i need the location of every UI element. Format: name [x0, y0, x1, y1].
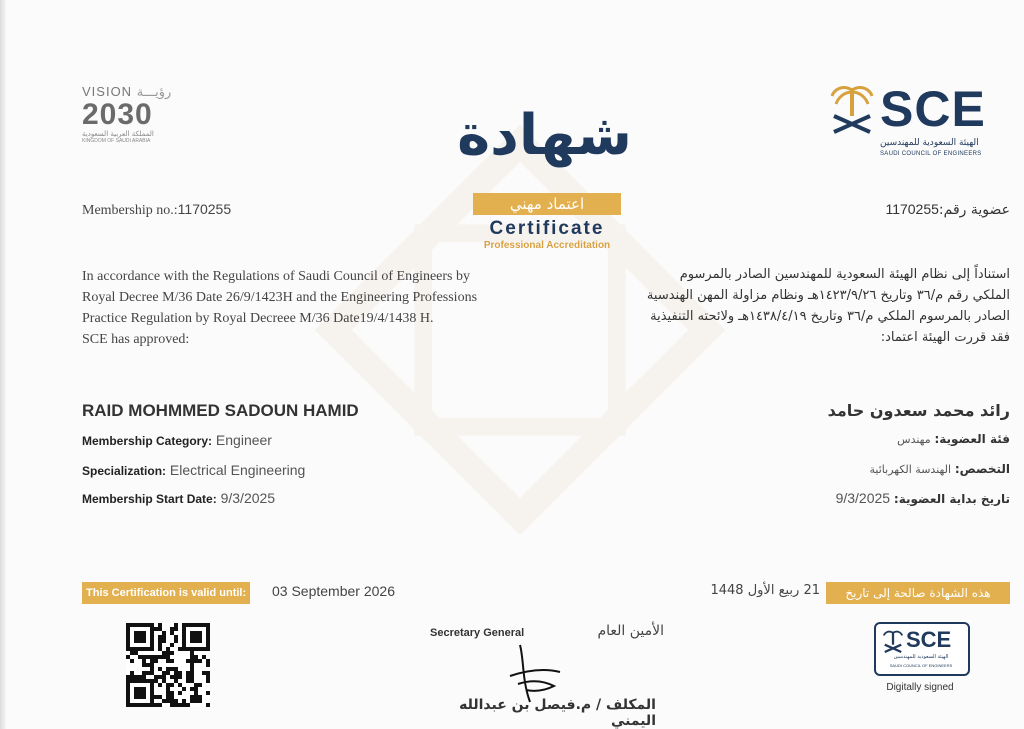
validity-value-en: 03 September 2026 — [272, 583, 395, 599]
specialization-label-en: Specialization: — [82, 464, 167, 478]
category-en — [82, 432, 272, 448]
membership-value-ar: 1170255 — [885, 201, 939, 217]
signature-name-ar: المكلف / م.فيصل بن عبدالله اليمني — [459, 697, 656, 729]
membership-label-ar: عضوية رقم: — [938, 202, 1010, 218]
stamp-name-ar: الهيئة السعودية للمهندسين — [893, 654, 949, 660]
start-date-en — [82, 490, 275, 506]
vision-label-ar: رؤيـــة — [136, 84, 172, 99]
membership-value-en: 1170255 — [177, 201, 232, 217]
signature-title-ar: الأمين العام — [597, 623, 664, 639]
membership-no-en — [82, 201, 231, 219]
vision-2030-logo — [82, 84, 192, 144]
vision-year: 2030 — [82, 98, 153, 131]
title-ar: شهادة — [457, 103, 632, 168]
intro-ar — [555, 264, 1010, 348]
validity-label-en: This Certification is valid until: — [82, 582, 250, 604]
palm-swords-icon — [828, 82, 876, 134]
sce-name-ar: الهيئة السعودية للمهندسين — [880, 138, 979, 148]
intro-ar-line: فقد قررت الهيئة اعتماد: — [880, 330, 1010, 345]
intro-en — [82, 266, 532, 350]
name-ar: رائد محمد سعدون حامد — [827, 401, 1010, 420]
intro-ar-line: الملكي رقم م/٣٦ وتاريخ ١٤٢٣/٩/٢٦هـ ونظام مزاولة المهن الهندسية — [646, 288, 1010, 303]
category-ar — [700, 432, 1010, 446]
specialization-en — [82, 462, 305, 478]
category-label-ar: فئة العضوية: — [934, 432, 1010, 446]
validity-label-ar: هذه الشهادة صالحة إلى تاريخ — [826, 582, 1010, 604]
title-sub-en: Professional Accreditation — [483, 240, 611, 251]
sce-stamp — [874, 622, 970, 676]
stamp-palm-icon — [882, 629, 904, 653]
intro-ar-line: الصادر بالمرسوم الملكي م/٣٦ وتاريخ ١٤٣٨/٤/١٩هـ ولائحته التنفيذية — [650, 309, 1010, 324]
qr-code — [126, 623, 210, 707]
validity-value-ar: 21 ربيع الأول 1448 — [710, 583, 820, 598]
specialization-value-ar: الهندسة الكهربائية — [869, 463, 951, 476]
title-en: Certificate — [489, 218, 605, 239]
kingdom-ar: المملكة العربية السعودية — [82, 130, 154, 138]
start-date-ar — [700, 490, 1010, 506]
category-value-ar: مهندس — [897, 433, 931, 446]
kingdom-en: KINGDOM OF SAUDI ARABIA — [82, 138, 151, 144]
sce-name-en: SAUDI COUNCIL OF ENGINEERS — [880, 151, 982, 157]
start-date-label-en: Membership Start Date: — [82, 492, 217, 506]
sce-logo — [828, 82, 1013, 162]
sce-abbr: SCE — [880, 81, 986, 137]
category-label-en: Membership Category: — [82, 434, 213, 448]
specialization-ar — [700, 462, 1010, 476]
title-sub-ar: اعتماد مهني — [473, 193, 621, 215]
intro-en-line: In accordance with the Regulations of Saudi Council of Engineers by — [82, 269, 471, 284]
intro-ar-line: استناداً إلى نظام الهيئة السعودية للمهندسين الصادر بالمرسوم — [679, 267, 1010, 282]
stamp-name-en: SAUDI COUNCIL OF ENGINEERS — [889, 663, 953, 668]
intro-en-line: Practice Regulation by Royal Decreee M/36 Date19/4/1438 H. — [82, 311, 434, 326]
start-date-value-ar: 9/3/2025 — [835, 490, 891, 506]
start-date-value-en: 9/3/2025 — [220, 490, 276, 506]
intro-en-line: Royal Decree M/36 Date 26/9/1423H and the Engineering Professions — [82, 290, 478, 305]
stamp-abbr: SCE — [906, 627, 952, 652]
specialization-value-en: Electrical Engineering — [169, 462, 306, 478]
intro-en-line: SCE has approved: — [82, 332, 190, 347]
membership-no-ar — [810, 201, 1010, 218]
membership-label-en: Membership no.: — [82, 203, 178, 218]
start-date-label-ar: تاريخ بداية العضوية: — [893, 492, 1010, 506]
vision-label: VISION — [82, 84, 133, 99]
left-border — [0, 0, 6, 729]
category-value-en: Engineer — [215, 432, 272, 448]
name-en: RAID MOHMMED SADOUN HAMID — [82, 401, 359, 420]
digitally-signed-label: Digitally signed — [886, 682, 954, 693]
signature-title-en: Secretary General — [430, 627, 525, 639]
specialization-label-ar: التخصص: — [954, 462, 1010, 476]
